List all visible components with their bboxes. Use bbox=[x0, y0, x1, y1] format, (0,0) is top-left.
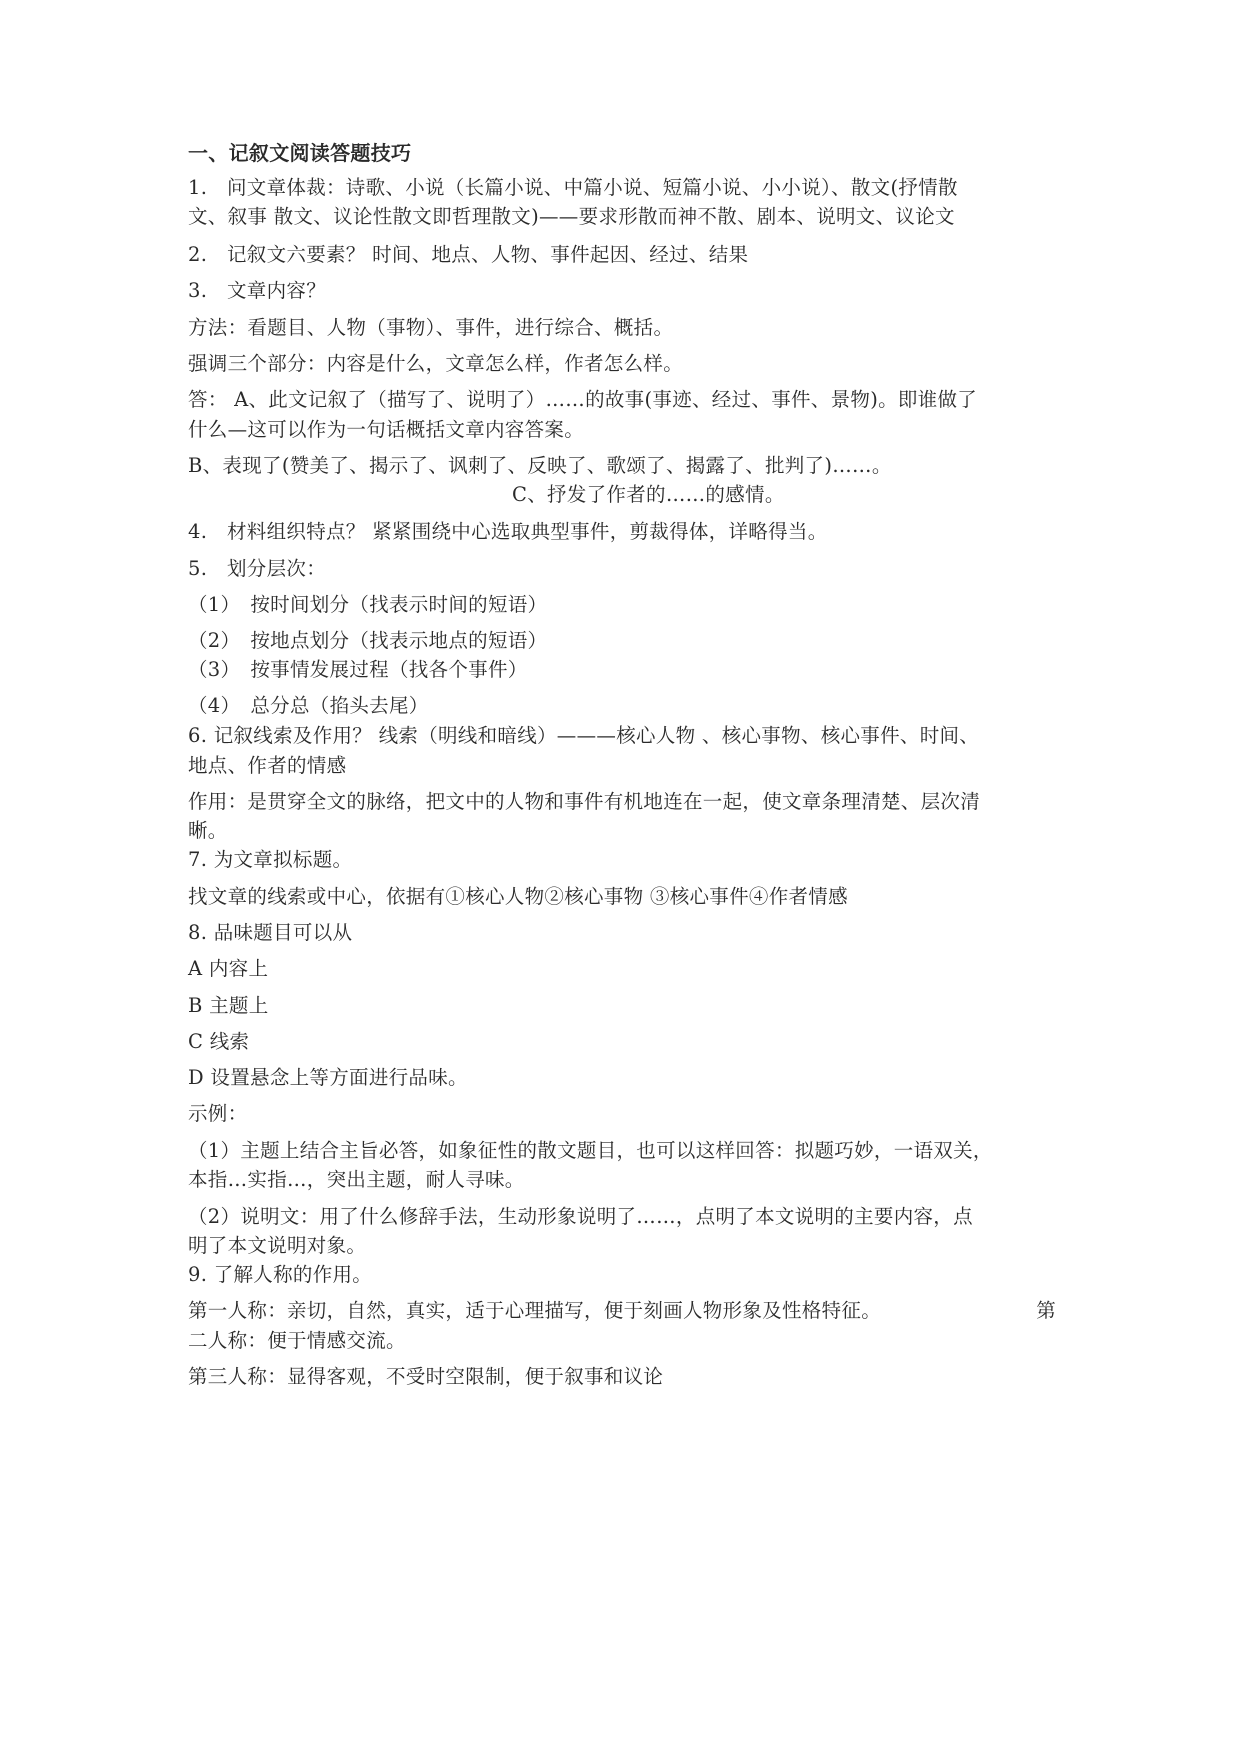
item-6-line-1: 6. 记叙线索及作用？ 线索（明线和暗线）———核心人物 、核心事物、核心事件、时间、 bbox=[188, 724, 980, 747]
item-4: 4. 材料组织特点？ 紧紧围绕中心选取典型事件，剪裁得体，详略得当。 bbox=[188, 520, 828, 543]
example-1-line-1: （1）主题上结合主旨必答，如象征性的散文题目，也可以这样回答：拟题巧妙，一语双关， bbox=[188, 1139, 993, 1162]
item-9: 9. 了解人称的作用。 bbox=[188, 1263, 373, 1286]
item-5-sub-3: （3） 按事情发展过程（找各个事件） bbox=[188, 658, 528, 681]
item-6-role-line-1: 作用：是贯穿全文的脉络，把文中的人物和事件有机地连在一起，使文章条理清楚、层次清 bbox=[188, 790, 981, 813]
example-heading: 示例： bbox=[188, 1102, 248, 1125]
item-3-answer-a-line-2: 什么—这可以作为一句话概括文章内容答案。 bbox=[188, 418, 585, 441]
third-person-line: 第三人称：显得客观，不受时空限制，便于叙事和议论 bbox=[188, 1365, 664, 1388]
item-1-line-2: 文、叙事 散文、议论性散文即哲理散文)——要求形散而神不散、剧本、说明文、议论文 bbox=[188, 205, 955, 228]
item-3-method: 方法：看题目、人物（事物）、事件，进行综合、概括。 bbox=[188, 316, 674, 339]
item-7-detail: 找文章的线索或中心，依据有①核心人物②核心事物 ③核心事件④作者情感 bbox=[188, 885, 848, 908]
item-3-answer-a-line-1: 答： A、此文记叙了（描写了、说明了）……的故事(事迹、经过、事件、景物)。即谁做了 bbox=[188, 388, 978, 411]
item-6-line-2: 地点、作者的情感 bbox=[188, 754, 347, 777]
section-heading: 一、记叙文阅读答题技巧 bbox=[188, 141, 412, 165]
first-person-text: 第一人称：亲切，自然，真实，适于心理描写，便于刻画人物形象及性格特征。 bbox=[188, 1299, 882, 1322]
first-person-tail: 第 bbox=[1036, 1299, 1056, 1322]
second-person-line: 二人称：便于情感交流。 bbox=[188, 1329, 406, 1352]
item-1-line-1: 1. 问文章体裁：诗歌、小说（长篇小说、中篇小说、短篇小说、小小说）、散文(抒情散 bbox=[188, 176, 958, 199]
example-2-line-1: （2）说明文：用了什么修辞手法，生动形象说明了……，点明了本文说明的主要内容，点 bbox=[188, 1205, 973, 1228]
item-5: 5. 划分层次： bbox=[188, 557, 327, 580]
example-2-line-2: 明了本文说明对象。 bbox=[188, 1234, 367, 1257]
item-8-option-d: D 设置悬念上等方面进行品味。 bbox=[188, 1066, 468, 1089]
first-person-line bbox=[188, 1297, 1068, 1325]
item-3-answer-c: C、抒发了作者的……的感情。 bbox=[512, 483, 785, 506]
item-3-answer-b: B、表现了(赞美了、揭示了、讽刺了、反映了、歌颂了、揭露了、批判了)……。 bbox=[188, 454, 892, 477]
item-3: 3. 文章内容？ bbox=[188, 279, 327, 302]
example-1-line-2: 本指…实指…，突出主题，耐人寻味。 bbox=[188, 1168, 525, 1191]
item-5-sub-2: （2） 按地点划分（找表示地点的短语） bbox=[188, 629, 548, 652]
item-8: 8. 品味题目可以从 bbox=[188, 921, 353, 944]
item-2: 2. 记叙文六要素？ 时间、地点、人物、事件起因、经过、结果 bbox=[188, 243, 749, 266]
item-7: 7. 为文章拟标题。 bbox=[188, 848, 353, 871]
item-6-role-line-2: 晰。 bbox=[188, 819, 228, 842]
item-8-option-b: B 主题上 bbox=[188, 994, 269, 1017]
item-3-emphasis: 强调三个部分：内容是什么，文章怎么样，作者怎么样。 bbox=[188, 352, 684, 375]
item-8-option-c: C 线索 bbox=[188, 1030, 250, 1053]
item-5-sub-4: （4） 总分总（掐头去尾） bbox=[188, 694, 429, 717]
item-5-sub-1: （1） 按时间划分（找表示时间的短语） bbox=[188, 593, 548, 616]
item-8-option-a: A 内容上 bbox=[188, 957, 269, 980]
